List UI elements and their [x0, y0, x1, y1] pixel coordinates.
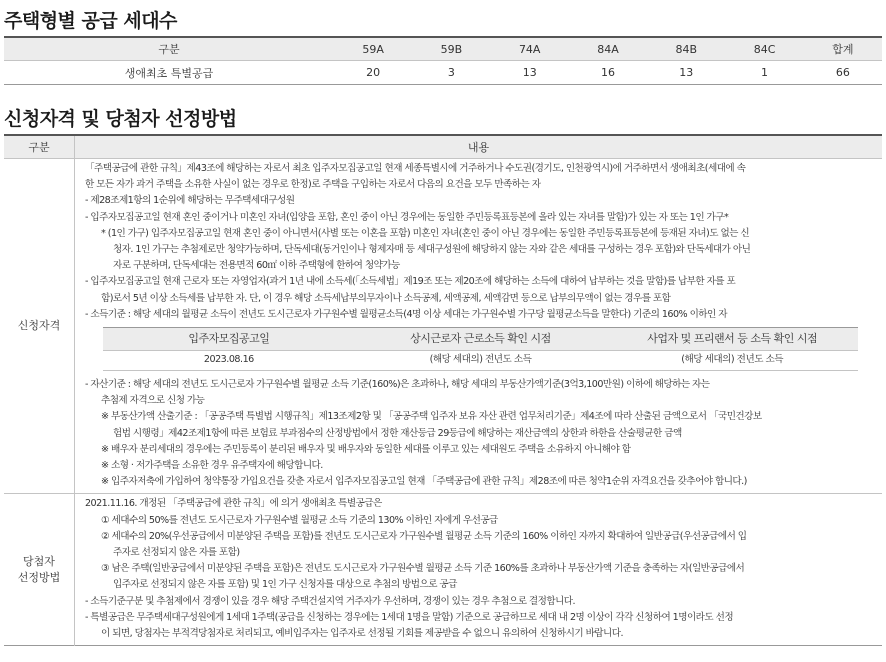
text-line: 한 모든 자가 과거 주택을 소유한 사실이 없는 경우로 한정)로 주택을 구입하는 자로서 다음의 요건을 모두 만족하는 자: [85, 179, 541, 191]
supply-header-cell: 84A: [569, 37, 647, 61]
supply-header-cell: 59B: [412, 37, 490, 61]
income-cell: (해당 세대의) 전년도 소득: [355, 351, 607, 371]
text-line: 주자로 선정되지 않은 자를 포함): [113, 547, 240, 559]
supply-header-cell: 84B: [647, 37, 725, 61]
text-line: ※ 부동산가액 산출기준 : 「공공주택 특별법 시행규칙」제13조제2항 및 「공공주택 입주자 보유 자산 관련 업무처리기준」제4조에 따라 산출된 금액으로서 「국민건강보: [101, 411, 762, 423]
table-row: [4, 494, 882, 646]
supply-cell: 3: [447, 66, 455, 79]
income-check-table: [103, 327, 858, 371]
text-line: - 입주자모집공고일 현재 근로자 또는 자영업자(과거 1년 내에 소득세(「소득세법」제19조 또는 제20조에 해당하는 소득에 대하여 납부하는 것을 말함)를 납부한 자를 포: [85, 276, 736, 288]
text-line: 2021.11.16. 개정된 「주택공급에 관한 규칙」에 의거 생애최초 특별공급은: [85, 498, 382, 510]
supply-table: [4, 36, 882, 85]
text-line: ※ 배우자 분리세대의 경우에는 주민등록이 분리된 배우자 및 배우자와 동일한 세대를 이루고 있는 세대원도 주택을 소유하지 아니해야 함: [101, 443, 631, 455]
supply-header-cell: 74A: [491, 37, 569, 61]
text-line: * (1인 가구) 입주자모집공고일 현재 혼인 중이 아니면서(사별 또는 이혼을 포함) 미혼인 자녀(혼인 중이 아닌 경우에는 동일한 주민등록표등본에 등재된 자녀)도 없는 신: [101, 227, 750, 239]
text-line: 추첨제 자격으로 신청 가능: [101, 395, 205, 407]
supply-header-cell: 59A: [334, 37, 412, 61]
supply-header-cell: 합계: [804, 37, 882, 61]
text-line: 자로 구분하며, 단독세대는 전용면적 60㎡ 이하 주택형에 한하여 청약가능: [113, 260, 400, 272]
text-line: ① 세대수의 50%를 전년도 도시근로자 가구원수별 월평균 소득 기준의 130% 이하인 자에게 우선공급: [101, 514, 498, 526]
eligibility-content: [75, 159, 883, 494]
qualification-header-row: [4, 135, 882, 159]
text-line: ※ 입주자저축에 가입하여 청약통장 가입요건을 갖춘 자로서 입주자모집공고일 현재 「주택공급에 관한 규칙」제28조에 따른 청약1순위 자격요건을 갖추어야 합니다.): [101, 476, 747, 488]
income-cell: 2023.08.16: [103, 351, 355, 371]
qualification-header-category: 구분: [4, 135, 75, 159]
text-line: - 소득기준구분 및 추첨제에서 경쟁이 있을 경우 해당 주택건설지역 거주자가 우선하며, 경쟁이 있는 경우 추첨으로 결정합니다.: [85, 595, 575, 607]
supply-cell: 16: [600, 66, 615, 79]
text-line: - 소득기준 : 해당 세대의 월평균 소득이 전년도 도시근로자 가구원수별 월평균소득(4명 이상 세대는 가구원수별 가구당 월평균소득을 말한다) 기준의 160% 이하인 자: [85, 308, 727, 320]
income-header-cell: 입주자모집공고일: [103, 328, 355, 351]
row-label-line: 선정방법: [17, 570, 61, 584]
text-line: - 특별공급은 무주택세대구성원에게 1세대 1주택(공급을 신청하는 경우에는 1세대 1명을 말함) 기준으로 공급하므로 세대 내 2명 이상이 각각 신청하여 1명이라도 선정: [85, 611, 734, 623]
text-line: ③ 남은 주택(일반공급에서 미분양된 주택을 포함)은 전년도 도시근로자 가구원수별 월평균 소득 기준 160%를 초과하나 부동산가액 기준을 충족하는 자(일반공급에서: [101, 563, 745, 575]
supply-header-cell: 84C: [725, 37, 803, 61]
supply-cell: 13: [679, 66, 694, 79]
table-row: [4, 61, 882, 85]
row-label-eligibility: 신청자격: [4, 159, 75, 494]
supply-cell: 생애최초 특별공급: [124, 66, 214, 80]
income-header-row: [103, 328, 858, 351]
text-line: - 입주자모집공고일 현재 혼인 중이거나 미혼인 자녀(입양을 포함, 혼인 중이 아닌 경우에는 동일한 주민등록표등본에 올라 있는 자녀를 말함)가 있는 자 또는 1인 가구*: [85, 211, 729, 223]
selection-content: [75, 494, 883, 646]
text-line: 청자. 1인 가구는 추첨제로만 청약가능하며, 단독세대(동거인이나 형제자매 등 세대구성원에 해당하지 않는 자와 같은 세대를 구성하는 경우 포함)와 단독세대가 아닌: [113, 244, 751, 256]
text-line: - 자산기준 : 해당 세대의 전년도 도시근로자 가구원수별 월평균 소득 기준(160%)은 초과하나, 해당 세대의 부동산가액기준(3억3,100만원) 이하에 해당하는 자는: [85, 379, 710, 391]
qualification-header-content: 내용: [75, 135, 883, 159]
row-label-selection: [4, 494, 75, 646]
supply-cell: 20: [366, 66, 381, 79]
qualification-section-title: 신청자격 및 당첨자 선정방법: [4, 108, 237, 130]
text-line: 입주자로 선정되지 않은 자를 포함) 및 1인 가구 신청자를 대상으로 추첨의 방법으로 공급: [113, 579, 457, 591]
text-line: 「주택공급에 관한 규칙」제43조에 해당하는 자로서 최초 입주자모집공고일 현재 세종특별시에 거주하거나 수도권(경기도, 인천광역시)에 거주하면서 생애최초(세대에 속: [85, 163, 746, 174]
income-header-cell: 상시근로자 근로소득 확인 시점: [355, 328, 607, 351]
text-line: ② 세대수의 20%(우선공급에서 미분양된 주택을 포함)를 전년도 도시근로자 가구원수별 월평균 소득 기준의 160% 이하인 자까지 확대하여 일반공급(우선공급에서 입: [101, 530, 747, 542]
row-label-line: 당첨자: [23, 554, 55, 568]
text-line: ※ 소형 · 저가주택을 소유한 경우 유주택자에 해당합니다.: [101, 460, 323, 472]
text-line: 이 되면, 당첨자는 부적격당첨자로 처리되고, 예비입주자는 입주자로 선정될 기회를 제공받을 수 없으니 유의하여 신청하시기 바랍니다.: [101, 628, 623, 640]
supply-cell: 1: [761, 66, 769, 79]
qualification-table: [4, 134, 882, 646]
supply-section-title: 주택형별 공급 세대수: [4, 10, 177, 32]
supply-header-cell: 구분: [4, 37, 334, 61]
income-cell: (해당 세대의) 전년도 소득: [606, 351, 858, 371]
table-row: [4, 159, 882, 494]
income-header-cell: 사업자 및 프리랜서 등 소득 확인 시점: [606, 328, 858, 351]
supply-header-row: [4, 37, 882, 61]
text-line: - 제28조제1항의 1순위에 해당하는 무주택세대구성원: [85, 195, 295, 207]
supply-cell: 13: [522, 66, 537, 79]
supply-cell: 66: [835, 66, 850, 79]
text-line: 험법 시행령」제42조제1항에 따른 보험료 부과점수의 산정방법에서 정한 재산등급 29등급에 해당하는 재산금액의 상한과 하한을 산술평균한 금액: [113, 427, 682, 439]
text-line: 함)로서 5년 이상 소득세를 납부한 자. 단, 이 경우 해당 소득세납부의무자이나 소득공제, 세액공제, 세액감면 등으로 납부의무액이 없는 경우를 포함: [101, 292, 671, 304]
table-row: [103, 351, 858, 371]
